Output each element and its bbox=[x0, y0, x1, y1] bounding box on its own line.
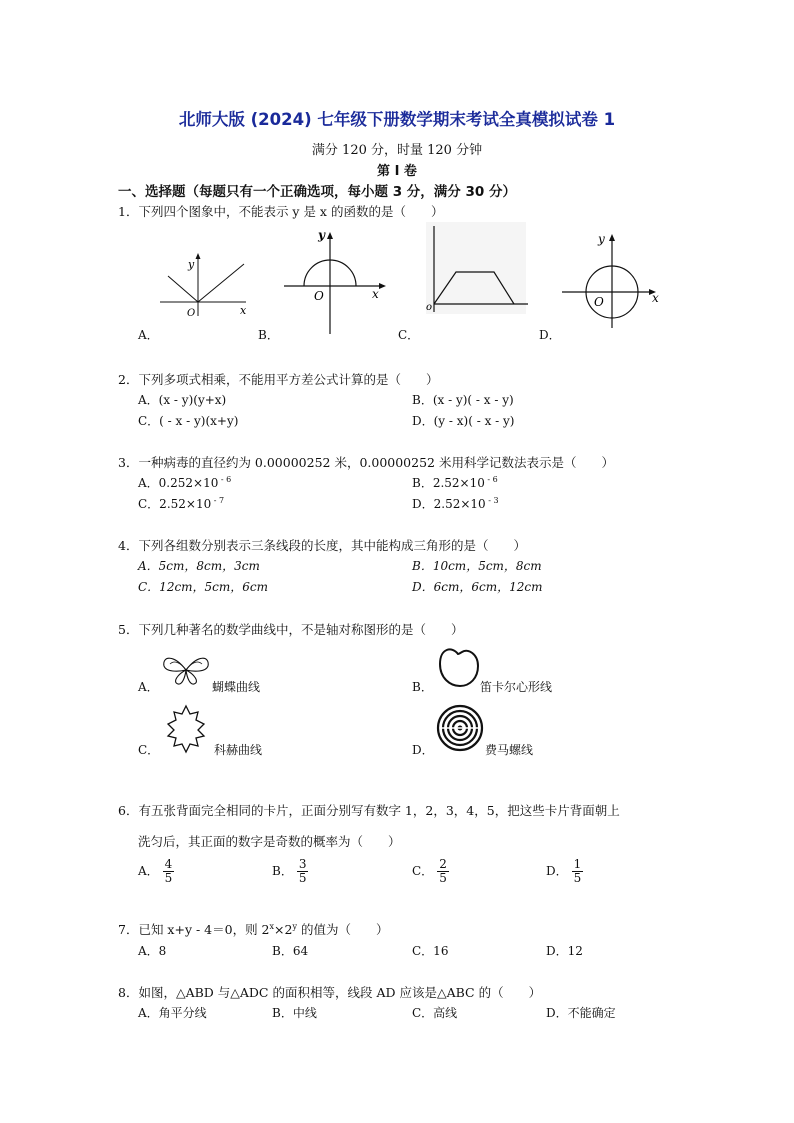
svg-text:O: O bbox=[314, 289, 324, 303]
graph-a-o: O bbox=[187, 308, 196, 319]
svg-text:y: y bbox=[598, 232, 605, 246]
q1-option-d: D． bbox=[539, 328, 561, 342]
q5-option-d-letter: D． bbox=[412, 743, 434, 757]
butterfly-curve-icon bbox=[160, 652, 212, 688]
q7-option-d: D．12 bbox=[546, 944, 583, 958]
question-1-stem: 1．下列四个图象中，不能表示 y 是 x 的函数的是（ ） bbox=[118, 204, 444, 219]
q5-option-d-name: 费马螺线 bbox=[485, 743, 534, 757]
q6-option-b: B． $\frac{3}{5}$ bbox=[272, 857, 307, 885]
q5-option-b-name: 笛卡尔心形线 bbox=[480, 680, 553, 694]
question-6-stem-line1: 6．有五张背面完全相同的卡片，正面分别写有数字 1，2，3，4，5，把这些卡片背面朝上 bbox=[118, 803, 620, 818]
q5-option-c-letter: C． bbox=[138, 743, 160, 757]
q5-option-a-letter: A． bbox=[138, 680, 159, 694]
q3-option-d: D．2.52×10 $^{- 3}$ bbox=[412, 496, 499, 511]
q5-option-a-name: 蝴蝶曲线 bbox=[212, 680, 261, 694]
q4-option-d: D．6cm，6cm，12cm bbox=[412, 580, 543, 594]
svg-text:O: O bbox=[594, 295, 604, 309]
question-3-stem: 3．一种病毒的直径约为 0.00000252 米，0.00000252 米用科学记数法表示是（ ） bbox=[118, 455, 614, 470]
graph-b bbox=[282, 228, 392, 338]
section-heading: 一、选择题（每题只有一个正确选项，每小题 3 分，满分 30 分） bbox=[118, 184, 516, 200]
page-title: 北师大版 (2024) 七年级下册数学期末考试全真模拟试卷 1 bbox=[178, 110, 616, 129]
q6-option-d: D． $\frac{1}{5}$ bbox=[546, 857, 582, 885]
q3-option-b: B．2.52×10 $^{- 6}$ bbox=[412, 475, 498, 490]
graph-d bbox=[560, 228, 670, 338]
q4-option-a: A．5cm，8cm，3cm bbox=[138, 559, 260, 573]
graph-a-x: x bbox=[240, 304, 247, 317]
q2-option-b: B．(x - y)( - x - y) bbox=[412, 393, 514, 407]
q3-option-c: C．2.52×10 $^{- 7}$ bbox=[138, 496, 225, 511]
q2-option-d: D．(y - x)( - x - y) bbox=[412, 414, 515, 428]
q4-option-b: B．10cm，5cm，8cm bbox=[412, 559, 542, 573]
q8-option-b: B．中线 bbox=[272, 1006, 317, 1020]
question-5-stem: 5．下列几种著名的数学曲线中，不是轴对称图形的是（ ） bbox=[118, 622, 464, 637]
question-6-stem-line2: 洗匀后，其正面的数字是奇数的概率为（ ） bbox=[138, 834, 401, 849]
q7-option-b: B．64 bbox=[272, 944, 309, 958]
svg-text:x: x bbox=[652, 291, 659, 305]
question-4-stem: 4．下列各组数分别表示三条线段的长度，其中能构成三角形的是（ ） bbox=[118, 538, 526, 553]
q5-option-b-letter: B． bbox=[412, 680, 433, 694]
svg-text:x: x bbox=[372, 287, 379, 301]
cardioid-icon bbox=[436, 644, 480, 688]
graph-c bbox=[424, 222, 534, 322]
q2-option-c: C．( - x - y)(x+y) bbox=[138, 414, 239, 428]
volume-label: 第 I 卷 bbox=[377, 164, 417, 179]
q4-option-c: C．12cm，5cm，6cm bbox=[138, 580, 269, 594]
question-8-stem: 8．如图，△ABD 与△ADC 的面积相等，线段 AD 应该是△ABC 的（ ） bbox=[118, 985, 542, 1000]
koch-curve-icon bbox=[160, 704, 212, 754]
graph-a bbox=[160, 250, 255, 330]
question-2-stem: 2．下列多项式相乘，不能用平方差公式计算的是（ ） bbox=[118, 372, 439, 387]
graph-a-y: y bbox=[188, 258, 195, 271]
q8-option-c: C．高线 bbox=[412, 1006, 458, 1020]
svg-text:o: o bbox=[426, 302, 433, 313]
question-7-stem: 7．已知 x+y - 4＝0，则 $2^x\times 2^y$ 的值为（ ） bbox=[118, 921, 389, 937]
q6-option-c: C． $\frac{2}{5}$ bbox=[412, 857, 447, 885]
fermat-spiral-icon bbox=[436, 704, 484, 752]
q7-option-c: C．16 bbox=[412, 944, 449, 958]
q1-option-b: B． bbox=[258, 328, 279, 342]
q7-option-a: A．8 bbox=[138, 944, 167, 958]
q8-option-d: D．不能确定 bbox=[546, 1006, 616, 1020]
q3-option-a: A．0.252×10 $^{- 6}$ bbox=[138, 475, 232, 490]
q8-option-a: A．角平分线 bbox=[138, 1006, 207, 1020]
q1-option-a: A． bbox=[138, 328, 159, 342]
q6-option-a: A． $\frac{4}{5}$ bbox=[138, 857, 173, 885]
q5-option-c-name: 科赫曲线 bbox=[214, 743, 263, 757]
svg-text:y: y bbox=[318, 228, 325, 242]
q2-option-a: A．(x - y)(y+x) bbox=[138, 393, 227, 407]
subtitle: 满分 120 分，时量 120 分钟 bbox=[311, 143, 483, 158]
q1-option-c: C． bbox=[398, 328, 420, 342]
